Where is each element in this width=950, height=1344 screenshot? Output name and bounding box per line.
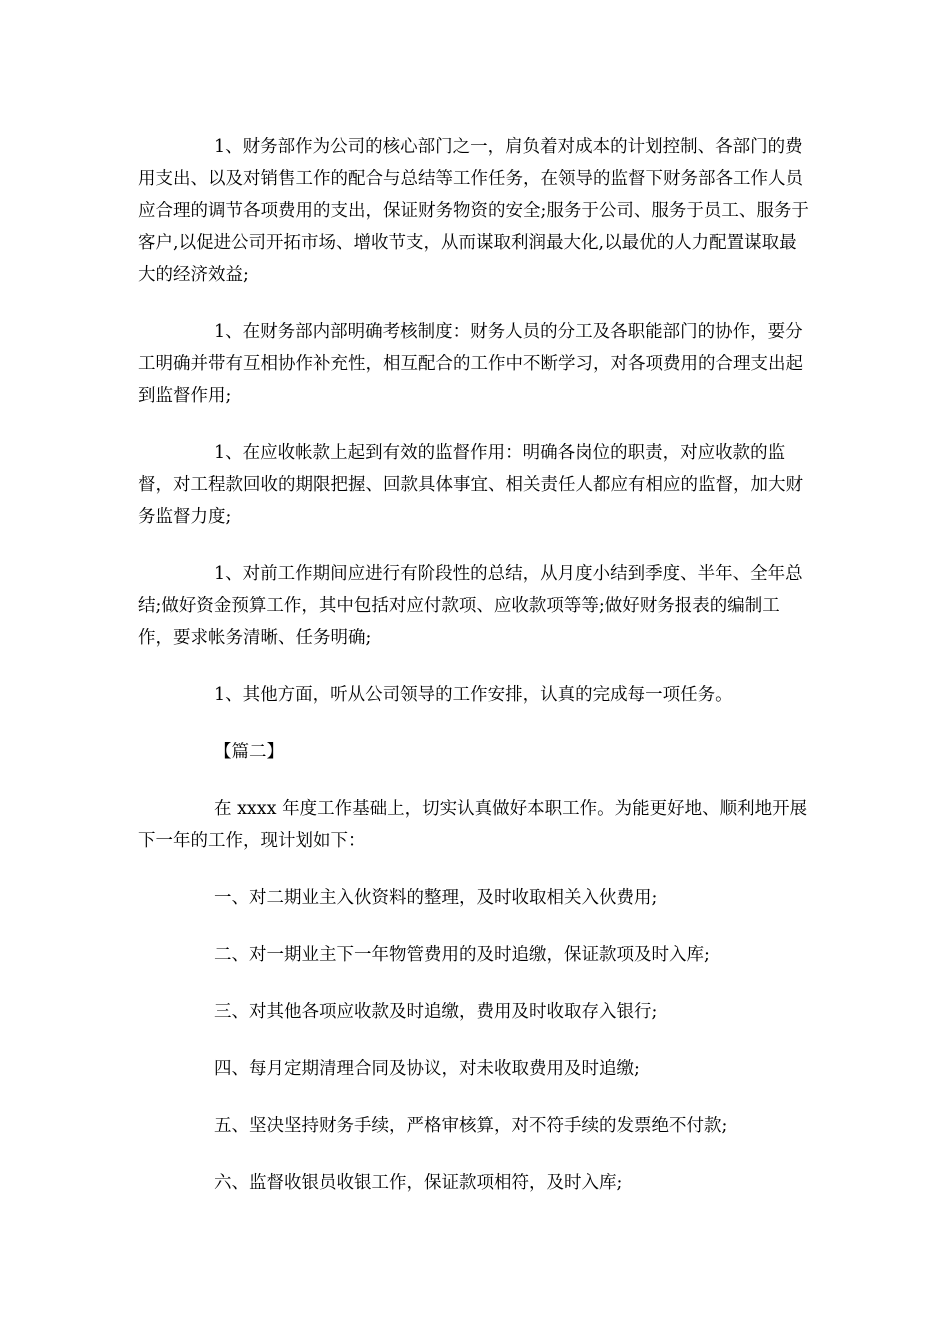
- document-body: [138, 131, 814, 1224]
- paragraph-other-matters: 1、其他方面，听从公司领导的工作安排，认真的完成每一项任务。: [214, 685, 733, 705]
- plan-item: 一、对二期业主入伙资料的整理，及时收取相关入伙费用;: [214, 888, 658, 908]
- plan-item: 三、对其他各项应收款及时追缴，费用及时收取存入银行;: [214, 1002, 658, 1022]
- plan-item: 四、每月定期清理合同及协议，对未收取费用及时追缴;: [214, 1059, 640, 1079]
- paragraph-assessment-system: 1、在财务部内部明确考核制度：财务人员的分工及各职能部门的协作，要分工明确并带有互相协作补充性，相互配合的工作中不断学习，对各项费用的合理支出起到监督作用;: [138, 322, 803, 406]
- paragraph-receivables-supervision: 1、在应收帐款上起到有效的监督作用：明确各岗位的职责，对应收款的监督，对工程款回收的期限把握、回款具体事宜、相关责任人都应有相应的监督，加大财务监督力度;: [138, 443, 803, 527]
- paragraph-finance-role: 1、财务部作为公司的核心部门之一，肩负着对成本的计划控制、各部门的费用支出、以及对销售工作的配合与总结等工作任务，在领导的监督下财务部各工作人员应合理的调节各项费用的支出，保证财务物资的安全;服务于公司、服务于员工、服务于客户,以促进公司开拓市场、增收节支，从而谋取利润最大化,以最优的人力配置谋取最大的经济效益;: [138, 137, 809, 285]
- plan-item: 六、监督收银员收银工作，保证款项相符，及时入库;: [214, 1173, 623, 1193]
- plan-item: 五、坚决坚持财务手续，严格审核算，对不符手续的发票绝不付款;: [214, 1116, 728, 1136]
- plan-item: 二、对一期业主下一年物管费用的及时追缴，保证款项及时入库;: [214, 945, 710, 965]
- paragraph-periodic-summary: 1、对前工作期间应进行有阶段性的总结，从月度小结到季度、半年、全年总结;做好资金预算工作，其中包括对应付款项、应收款项等等;做好财务报表的编制工作，要求帐务清晰、任务明确;: [138, 564, 803, 648]
- section-title: 【篇二】: [214, 742, 284, 762]
- paragraph-intro: 在 xxxx 年度工作基础上，切实认真做好本职工作。为能更好地、顺利地开展下一年的工作，现计划如下：: [138, 799, 808, 851]
